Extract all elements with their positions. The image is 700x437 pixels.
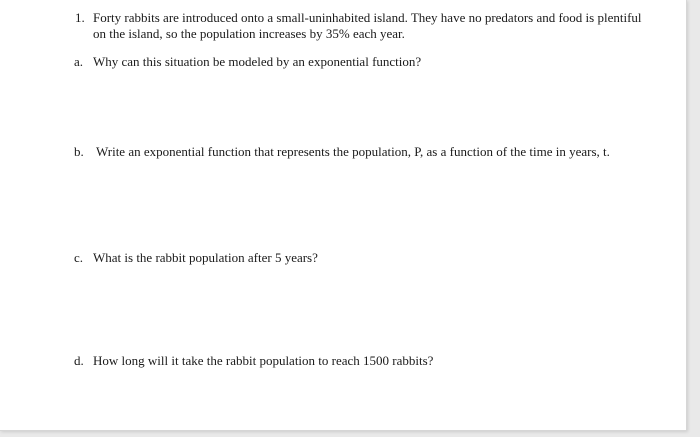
part-a-text: Why can this situation be modeled by an exponential function? bbox=[93, 54, 422, 69]
part-d-label: d. bbox=[74, 353, 84, 368]
part-c-label: c. bbox=[74, 250, 84, 265]
question-stem: Forty rabbits are introduced onto a small-uninhabited island. They have no predators and food is plentiful on the island, so the population increases by 35% each year. bbox=[93, 10, 642, 41]
part-b-label: b. bbox=[74, 144, 84, 159]
part-d-text: How long will it take the rabbit population to reach 1500 rabbits? bbox=[93, 353, 434, 368]
part-c-text: What is the rabbit population after 5 years? bbox=[93, 250, 318, 265]
part-a-label: a. bbox=[74, 54, 84, 69]
part-b-text: Write an exponential function that represents the population, P, as a function of the time in years, t. bbox=[96, 144, 610, 159]
question-number: 1. bbox=[75, 10, 85, 25]
